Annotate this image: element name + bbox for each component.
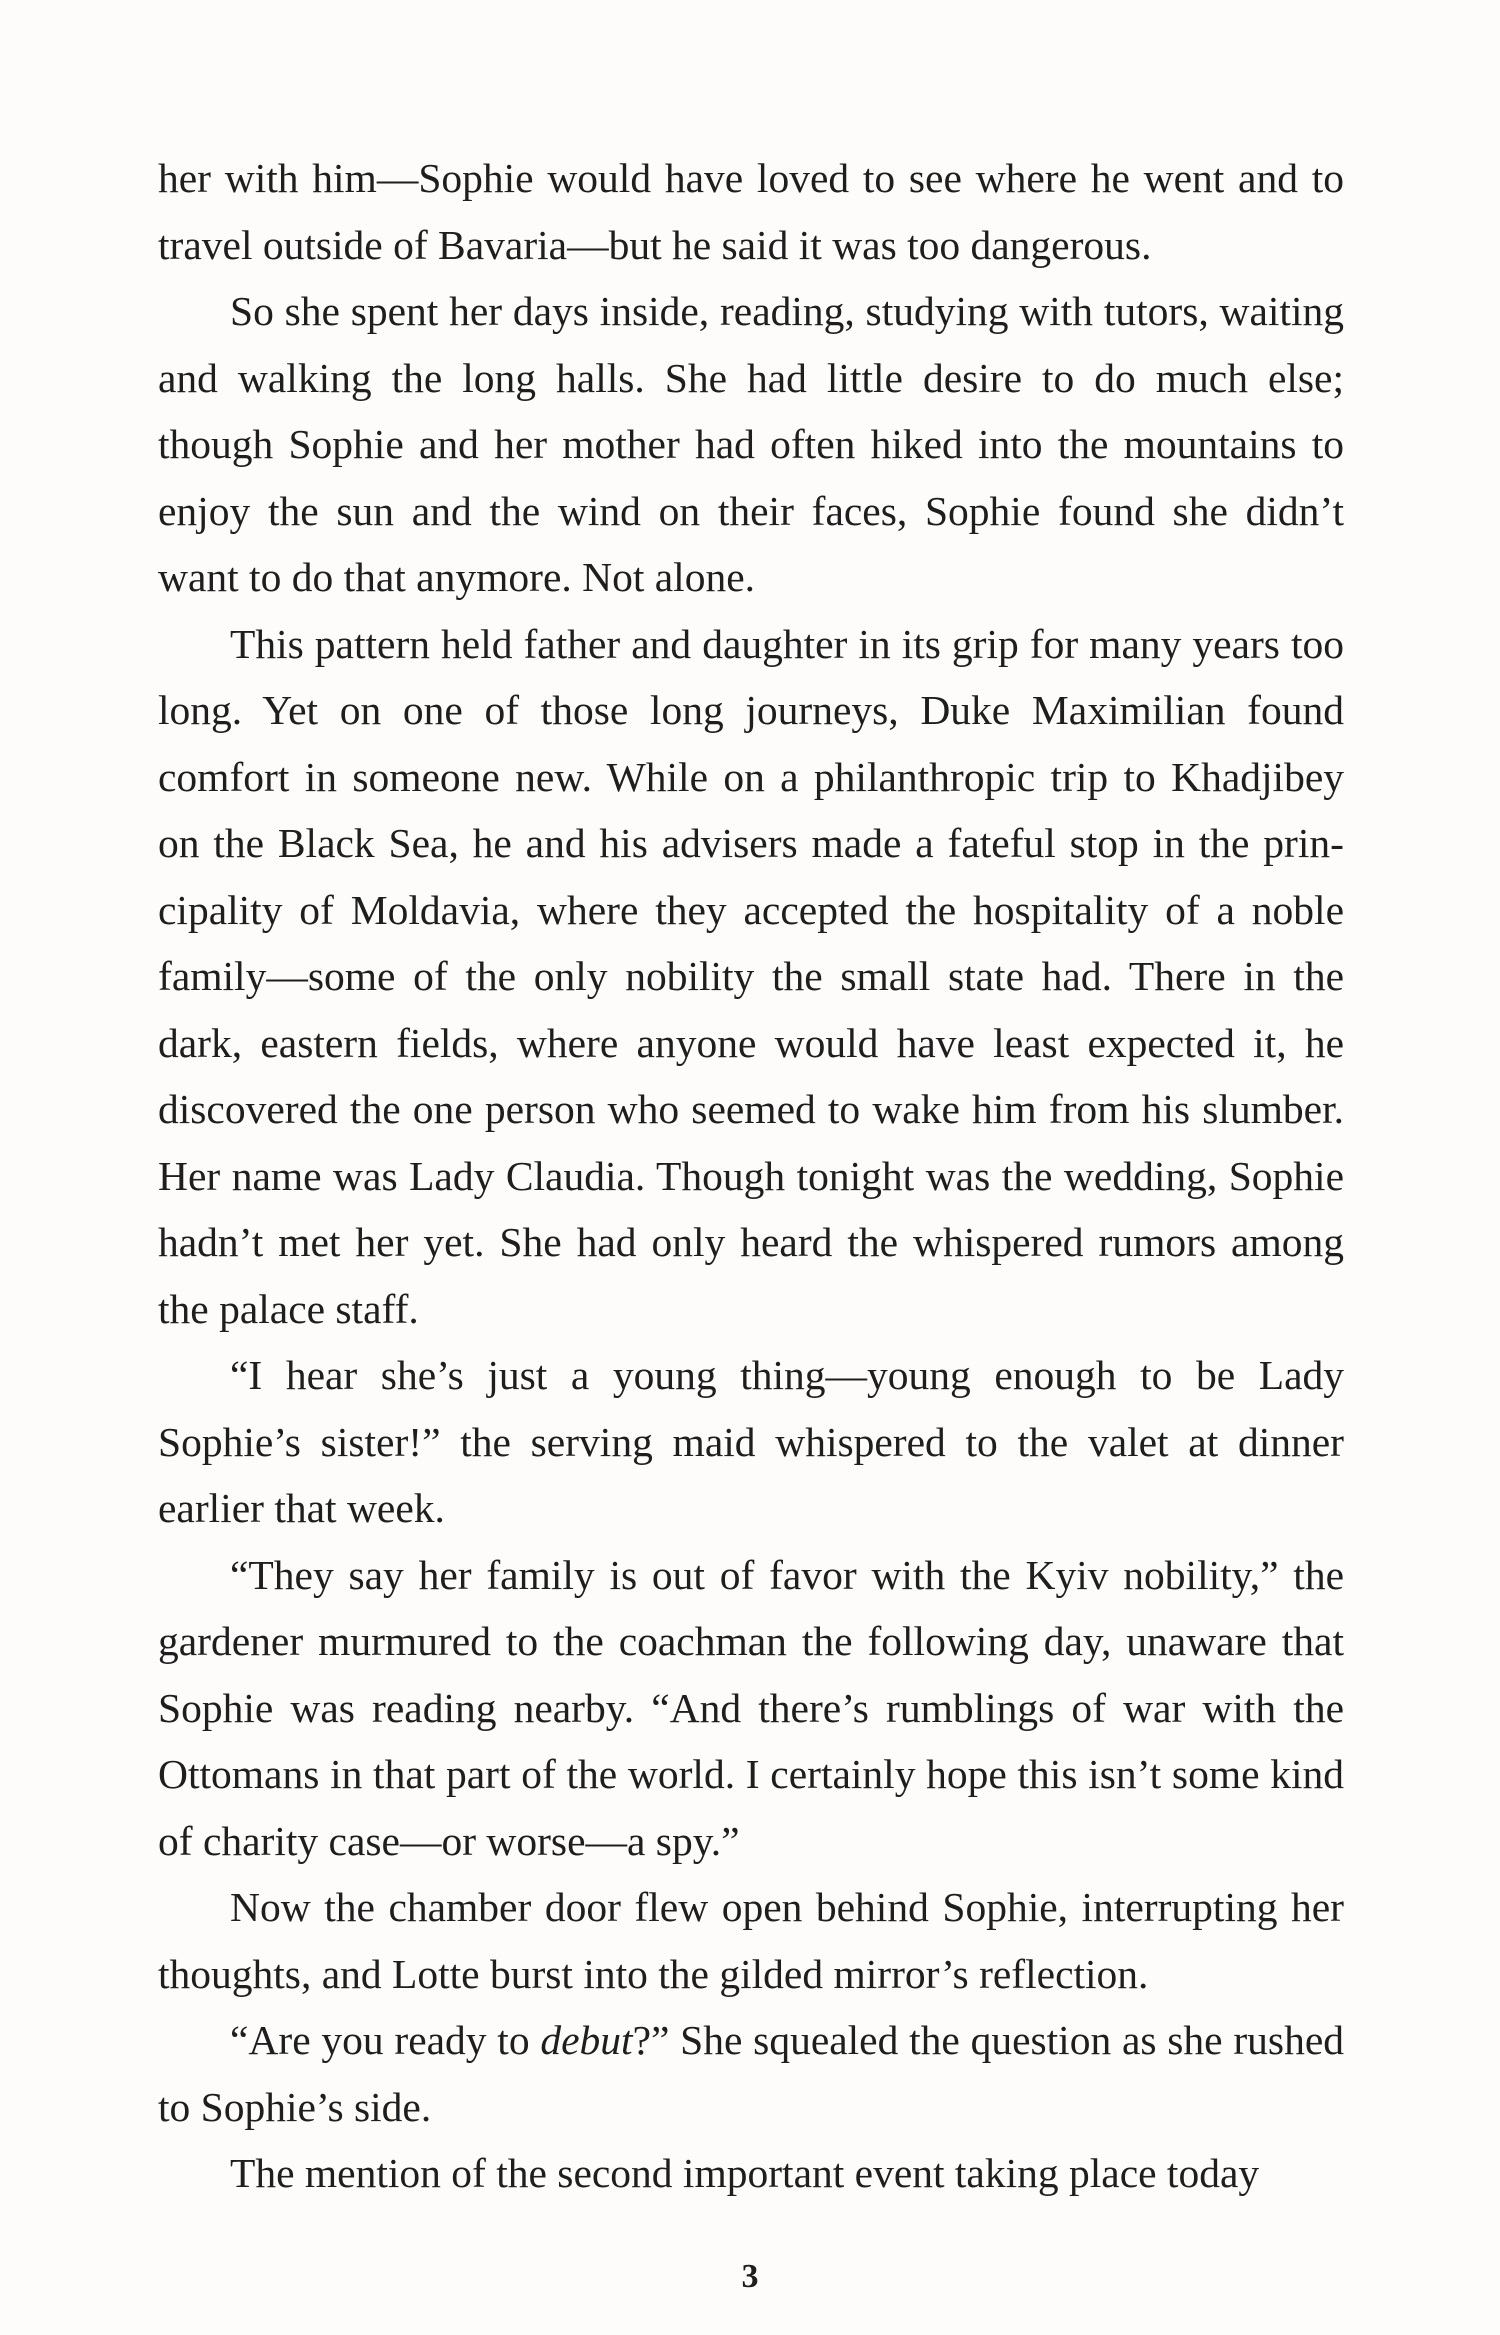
lotte-question-start: “Are you ready to xyxy=(230,2017,541,2063)
paragraph-7 xyxy=(158,2007,1344,2140)
paragraph-3: This pattern held father and daughter in its grip for many years too long. Yet on one of those long journeys, Duke Maximilian found comfort in someone new. While on a philanthropic trip to Khadjibey on the Black Sea, he and his advisers made a fateful stop in the principality of Moldavia, where they accepted the hospitality of a noble family—some of the only nobility the small state had. There in the dark, eastern fields, where anyone would have least expected it, he discovered the one person who seemed to wake him from his slumber. Her name was Lady Claudia. Though tonight was the wedding, Sophie hadn’t met her yet. She had only heard the whispered rumors among the palace staff. xyxy=(158,620,1344,1332)
paragraph-1: her with him—Sophie would have loved to see where he went and to travel outside of Bavaria—but he said it was too dangerous. xyxy=(158,155,1344,268)
page-number: 3 xyxy=(741,2258,759,2295)
debut-emphasis: debut xyxy=(540,2017,633,2063)
paragraph-5: “They say her family is out of favor with the Kyiv nobility,” the gardener murmured to the coachman the following day, unaware that Sophie was reading nearby. “And there’s rumblings of war with the Ottomans in that part of the world. I certainly hope this isn’t some kind of charity case—or worse—a spy.” xyxy=(158,1551,1344,1864)
paragraph-6: Now the chamber door flew open behind Sophie, interrupting her thoughts, and Lotte burst into the gilded mirror’s reflection. xyxy=(158,1884,1344,1997)
paragraph-2: So she spent her days inside, reading, studying with tutors, waiting and walking the long halls. She had little desire to do much else; though Sophie and her mother had often hiked into the mountains to enjoy the sun and the wind on their faces, Sophie found she didn’t want to do that anymore. Not alone. xyxy=(158,288,1344,600)
lotte-question-end: ?” She squealed the question as she rushed to Sophie’s side. xyxy=(158,2017,1344,2130)
paragraph-8: The mention of the second important event taking place today xyxy=(230,2150,1260,2196)
body-text xyxy=(158,145,1344,2207)
paragraph-4: “I hear she’s just a young thing—young enough to be Lady Sophie’s sister!” the serving maid whispered to the valet at dinner earlier that week. xyxy=(158,1352,1344,1531)
